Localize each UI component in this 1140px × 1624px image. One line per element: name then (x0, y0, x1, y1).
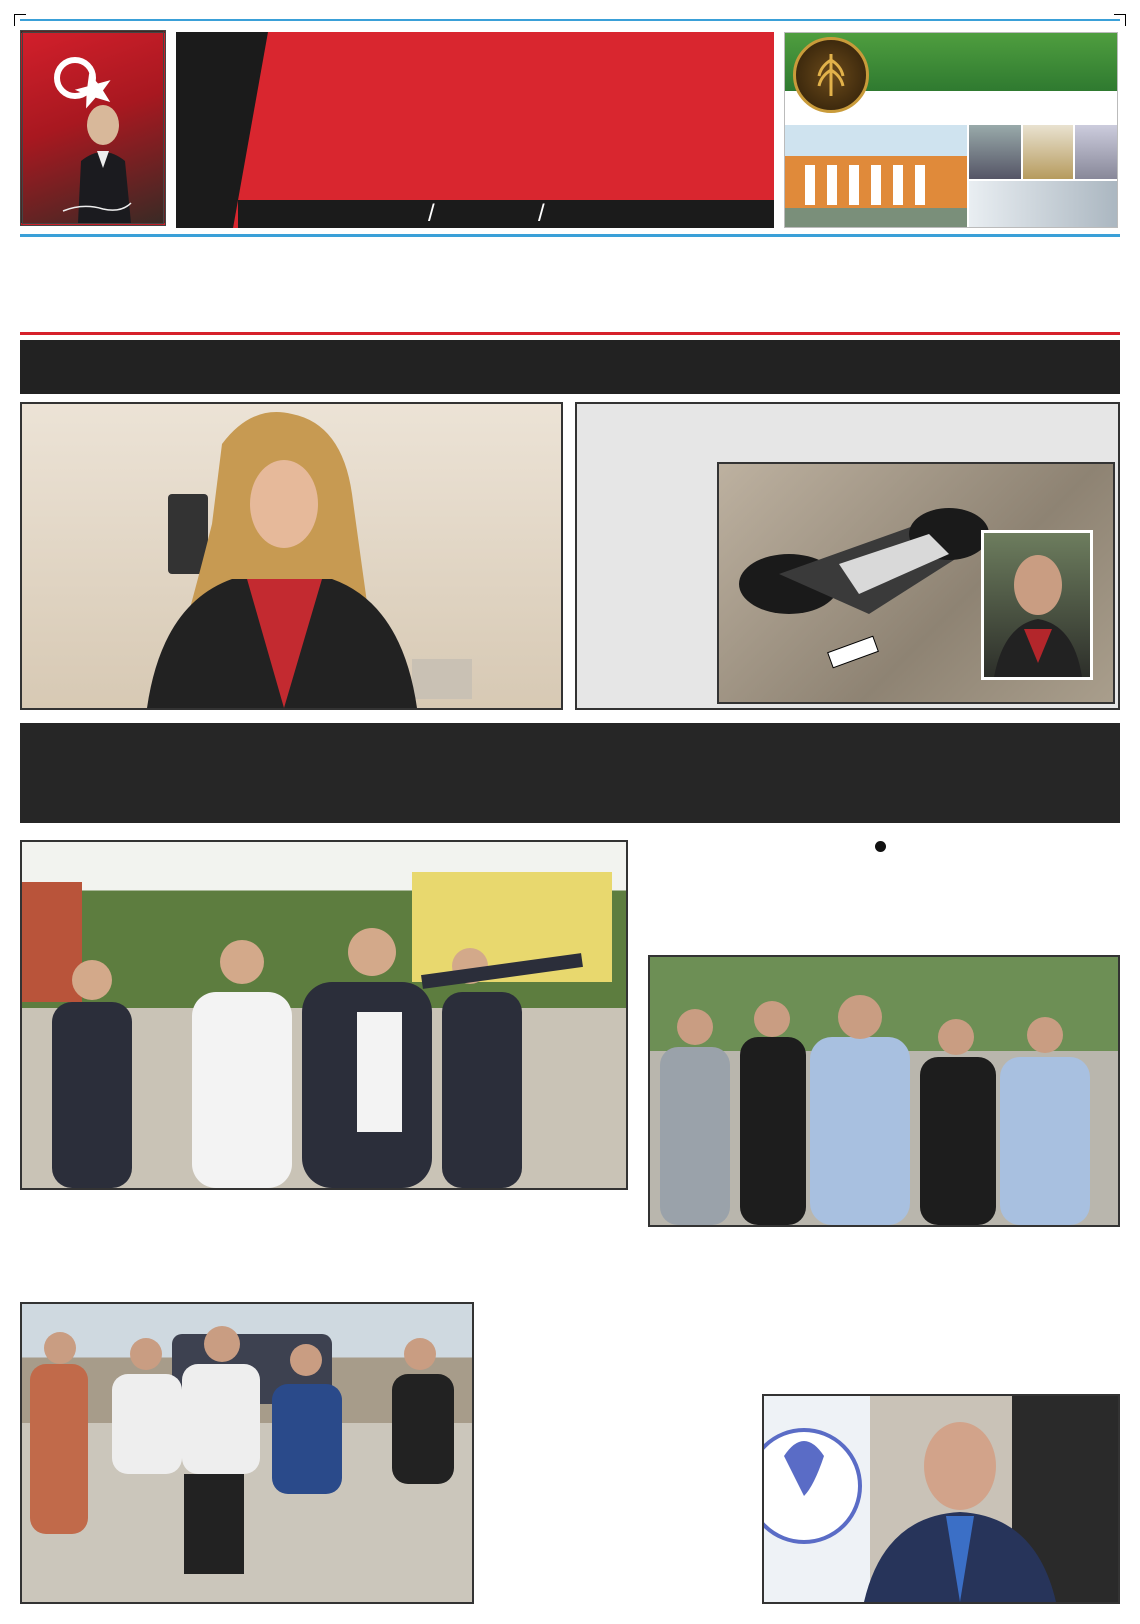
sponsor-product-photo (1023, 125, 1073, 179)
ibb-visit-photo-1 (20, 840, 628, 1190)
sponsor-interior-photo-1 (969, 125, 1021, 179)
lead-headline (18, 236, 1105, 328)
masthead (176, 32, 774, 228)
ibb-visit-photo-2 (648, 955, 1120, 1227)
infobar-slash-1: / (428, 200, 435, 227)
ibb-visit-photo-3 (20, 1302, 474, 1604)
wheat-icon (796, 40, 866, 110)
sponsor-ad[interactable] (784, 32, 1118, 228)
infobar-slash-2: / (538, 200, 545, 227)
side-story (575, 402, 1120, 710)
victim-photo (981, 530, 1093, 680)
top-rule (20, 19, 1120, 21)
ataturk-portrait (20, 30, 166, 226)
masthead-infobar (238, 200, 774, 228)
lead-deck (20, 340, 1120, 394)
motorcycle-photo (717, 462, 1115, 704)
article-col-2 (390, 1198, 732, 1200)
sponsor-interior-photo-3 (969, 181, 1118, 228)
main-headline-band (20, 723, 1120, 823)
aykan-photo (20, 402, 563, 710)
akin-portrait (762, 1394, 1120, 1604)
article-col-3 (764, 1230, 1120, 1232)
sponsor-interior-photo-2 (1075, 125, 1118, 179)
main-summary (648, 838, 1120, 858)
sponsor-seal (793, 37, 869, 113)
masthead-black-wedge (176, 32, 268, 228)
bullet-icon (875, 841, 886, 852)
sponsor-factory-photo (785, 125, 967, 228)
headline-rule (20, 332, 1120, 335)
